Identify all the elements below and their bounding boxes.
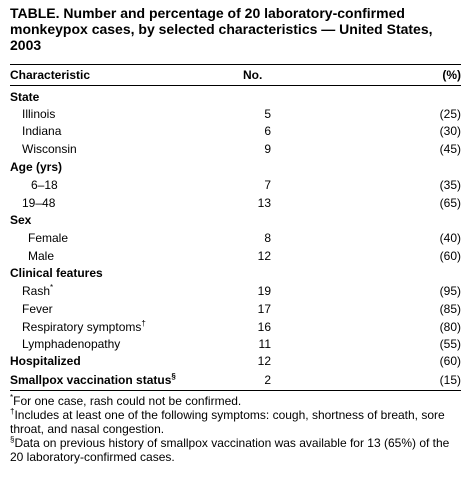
- section-heading-state: [10, 89, 461, 105]
- footnote-rash: [10, 394, 461, 408]
- table-row: [10, 319, 461, 335]
- row-no: 17: [257, 302, 271, 316]
- footnote-respiratory: [10, 408, 461, 436]
- section-label: State: [10, 90, 40, 104]
- row-label: Rash: [22, 284, 51, 298]
- footnote-mark: †: [10, 407, 15, 416]
- row-label: Fever: [22, 302, 53, 316]
- header-characteristic: Characteristic: [10, 68, 91, 82]
- table-row: [10, 248, 461, 264]
- section-label: Sex: [10, 213, 32, 227]
- row-no: 12: [257, 249, 271, 263]
- row-pct: (15): [439, 373, 461, 387]
- row-label: Female: [28, 231, 69, 245]
- row-pct: (30): [439, 124, 461, 138]
- row-pct: (25): [439, 107, 461, 121]
- table-row: [10, 177, 461, 193]
- footnote-text: Includes at least one of the following symptoms: cough, shortness of breath, sore throat, and nasal congestion.: [10, 408, 445, 436]
- footnote-vaccination: [10, 436, 461, 464]
- row-label: Wisconsin: [22, 142, 77, 156]
- table-row: [10, 336, 461, 352]
- row-no: 2: [264, 373, 271, 387]
- table-row: [10, 230, 461, 246]
- header-bottom-rule: [10, 85, 461, 86]
- row-pct: (60): [439, 249, 461, 263]
- table-row: [10, 106, 461, 122]
- header-no: No.: [243, 68, 263, 82]
- row-label: Male: [28, 249, 55, 263]
- table-title: TABLE. Number and percentage of 20 laboratory-confirmed monkeypox cases, by selected characteristics — United States, 2003: [10, 5, 433, 53]
- row-label: 6–18: [31, 178, 58, 192]
- table-row: [10, 301, 461, 317]
- table-row-smallpox: [10, 372, 461, 388]
- row-no: 7: [264, 178, 271, 192]
- row-no: 11: [258, 337, 271, 351]
- footnote-mark: §: [171, 372, 176, 381]
- section-heading-age: [10, 159, 461, 175]
- header-pct: (%): [442, 68, 461, 82]
- row-pct: (35): [439, 178, 461, 192]
- section-label: Age (yrs): [10, 160, 63, 174]
- row-no: 16: [257, 320, 271, 334]
- row-no: 12: [257, 354, 271, 368]
- row-no: 19: [257, 284, 271, 298]
- footnote-mark: †: [141, 319, 146, 328]
- row-no: 5: [264, 107, 271, 121]
- section-label: Clinical features: [10, 266, 103, 280]
- footnote-text: For one case, rash could not be confirmed.: [13, 394, 242, 408]
- row-no: 9: [264, 142, 271, 156]
- row-label: 19–48: [22, 196, 56, 210]
- row-pct: (95): [439, 284, 461, 298]
- row-label: Illinois: [22, 107, 56, 121]
- row-label: Smallpox vaccination status: [10, 373, 172, 387]
- table-row: [10, 141, 461, 157]
- footnote-mark: *: [10, 393, 14, 402]
- row-pct: (60): [439, 354, 461, 368]
- row-label: Indiana: [22, 124, 62, 138]
- row-pct: (40): [439, 231, 461, 245]
- table-row: [10, 123, 461, 139]
- row-pct: (85): [439, 302, 461, 316]
- table-row: [10, 195, 461, 211]
- row-label: Hospitalized: [10, 354, 81, 368]
- section-heading-clinical: [10, 265, 461, 281]
- row-label: Respiratory symptoms: [22, 320, 142, 334]
- row-pct: (65): [439, 196, 461, 210]
- row-no: 13: [257, 196, 271, 210]
- row-pct: (45): [439, 142, 461, 156]
- row-no: 6: [264, 124, 271, 138]
- table-bottom-rule: [10, 390, 461, 391]
- row-label: Lymphadenopathy: [22, 337, 121, 351]
- footnote-mark: §: [10, 435, 15, 444]
- table-row: [10, 283, 461, 299]
- row-pct: (55): [439, 337, 461, 351]
- header-top-rule: [10, 64, 461, 65]
- section-heading-sex: [10, 212, 461, 228]
- table-row-hospitalized: [10, 353, 461, 369]
- footnote-mark: *: [50, 283, 54, 292]
- row-pct: (80): [439, 320, 461, 334]
- footnote-text: Data on previous history of smallpox vaccination was available for 13 (65%) of the 20 laboratory-confirmed cases.: [10, 436, 450, 464]
- row-no: 8: [264, 231, 271, 245]
